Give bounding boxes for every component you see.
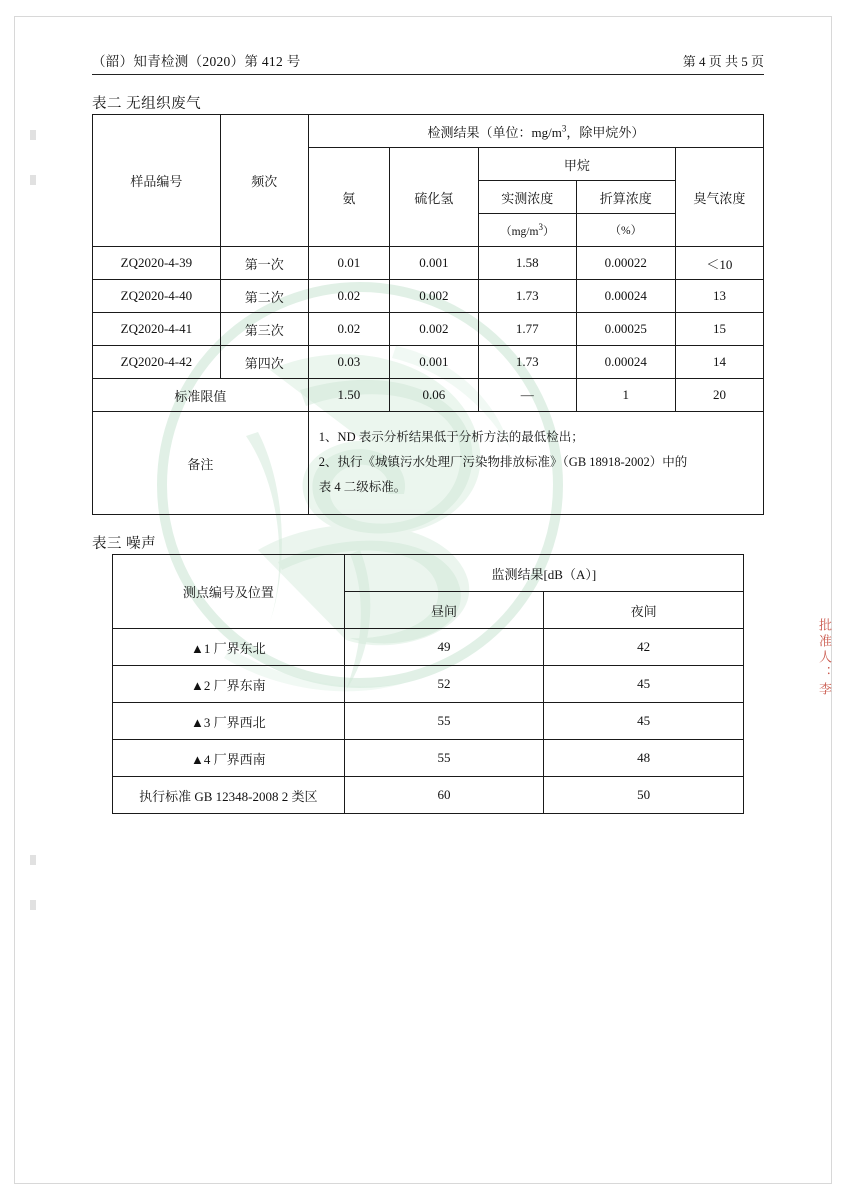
cell-frequency: 第一次 <box>220 247 308 280</box>
col-h2s: 硫化氢 <box>389 148 478 247</box>
scan-edge-mark <box>30 900 36 910</box>
cell-limit-ammonia: 1.50 <box>308 379 389 412</box>
cell-position: ▲1 厂界东北 <box>113 629 345 666</box>
cell-day: 55 <box>344 703 544 740</box>
cell-measured: 1.77 <box>478 313 576 346</box>
col-sample-no: 样品编号 <box>93 115 221 247</box>
remark-line-3: 表 4 二级标准。 <box>318 479 407 494</box>
header-divider <box>92 74 764 75</box>
page-number: 第 4 页 共 5 页 <box>682 54 764 69</box>
cell-position: ▲2 厂界东南 <box>113 666 345 703</box>
cell-day: 49 <box>344 629 544 666</box>
col-odor: 臭气浓度 <box>675 148 763 247</box>
cell-remark-label: 备注 <box>93 412 309 515</box>
scan-edge-mark <box>30 175 36 185</box>
cell-odor: ＜10 <box>675 247 763 280</box>
col-methane-group: 甲烷 <box>478 148 675 181</box>
cell-limit-measured: — <box>478 379 576 412</box>
col-day: 昼间 <box>344 592 544 629</box>
col-result-group: 监测结果[dB（A）] <box>344 555 743 592</box>
cell-sample-no: ZQ2020-4-39 <box>93 247 221 280</box>
col-position: 测点编号及位置 <box>113 555 345 629</box>
scan-edge-mark <box>30 130 36 140</box>
cell-converted: 0.00024 <box>576 280 675 313</box>
table-row <box>93 346 764 379</box>
cell-night: 45 <box>544 666 744 703</box>
col-frequency: 频次 <box>220 115 308 247</box>
col-result-group: 检测结果（单位：$mg/m^3$，除甲烷外） <box>308 115 763 148</box>
margin-ink-note: 批准人：李 <box>817 618 832 698</box>
cell-limit-h2s: 0.06 <box>389 379 478 412</box>
cell-h2s: 0.001 <box>389 247 478 280</box>
table-row <box>93 247 764 280</box>
table-two-title: 表二 无组织废气 <box>92 96 202 112</box>
page-header <box>92 50 764 70</box>
table-row <box>93 280 764 313</box>
cell-night: 50 <box>544 777 744 814</box>
cell-frequency: 第三次 <box>220 313 308 346</box>
table-row <box>113 740 744 777</box>
cell-limit-odor: 20 <box>675 379 763 412</box>
cell-h2s: 0.001 <box>389 346 478 379</box>
cell-h2s: 0.002 <box>389 280 478 313</box>
cell-position: ▲3 厂界西北 <box>113 703 345 740</box>
cell-h2s: 0.002 <box>389 313 478 346</box>
cell-measured: 1.73 <box>478 280 576 313</box>
table-row <box>113 666 744 703</box>
table-row-limit <box>93 379 764 412</box>
table-row <box>113 629 744 666</box>
table-row <box>113 777 744 814</box>
table-three-title: 表三 噪声 <box>92 536 157 552</box>
cell-remark-content <box>308 412 763 515</box>
table-header-row-1 <box>93 115 764 148</box>
cell-position: ▲4 厂界西南 <box>113 740 345 777</box>
col-night: 夜间 <box>544 592 744 629</box>
cell-ammonia: 0.03 <box>308 346 389 379</box>
col-measured: 实测浓度 <box>478 181 576 214</box>
table-row-remarks <box>93 412 764 515</box>
cell-limit-converted: 1 <box>576 379 675 412</box>
table-waste-gas <box>92 114 764 515</box>
cell-odor: 13 <box>675 280 763 313</box>
document-number: （韶）知青检测（2020）第 412 号 <box>92 54 301 69</box>
table-row <box>93 313 764 346</box>
cell-ammonia: 0.02 <box>308 280 389 313</box>
cell-day: 60 <box>344 777 544 814</box>
cell-day: 52 <box>344 666 544 703</box>
cell-night: 42 <box>544 629 744 666</box>
cell-measured: 1.58 <box>478 247 576 280</box>
table-row <box>113 703 744 740</box>
cell-ammonia: 0.01 <box>308 247 389 280</box>
cell-sample-no: ZQ2020-4-42 <box>93 346 221 379</box>
cell-sample-no: ZQ2020-4-40 <box>93 280 221 313</box>
cell-ammonia: 0.02 <box>308 313 389 346</box>
cell-odor: 15 <box>675 313 763 346</box>
cell-position: 执行标准 GB 12348-2008 2 类区 <box>113 777 345 814</box>
cell-night: 48 <box>544 740 744 777</box>
table-header-row-1 <box>113 555 744 592</box>
col-converted-unit: （%） <box>576 214 675 247</box>
cell-sample-no: ZQ2020-4-41 <box>93 313 221 346</box>
scan-edge-mark <box>30 855 36 865</box>
cell-converted: 0.00025 <box>576 313 675 346</box>
col-measured-unit: $(mg/m^3)$ <box>478 214 576 247</box>
remark-line-2: 2、执行《城镇污水处理厂污染物排放标准》（GB 18918-2002）中的 <box>318 454 688 469</box>
cell-odor: 14 <box>675 346 763 379</box>
col-converted: 折算浓度 <box>576 181 675 214</box>
cell-night: 45 <box>544 703 744 740</box>
cell-frequency: 第四次 <box>220 346 308 379</box>
remark-line-1: 1、ND 表示分析结果低于分析方法的最低检出； <box>318 429 584 444</box>
col-ammonia: 氨 <box>308 148 389 247</box>
cell-converted: 0.00022 <box>576 247 675 280</box>
cell-day: 55 <box>344 740 544 777</box>
table-noise <box>112 554 744 814</box>
cell-frequency: 第二次 <box>220 280 308 313</box>
cell-converted: 0.00024 <box>576 346 675 379</box>
cell-measured: 1.73 <box>478 346 576 379</box>
cell-limit-label: 标准限值 <box>93 379 309 412</box>
